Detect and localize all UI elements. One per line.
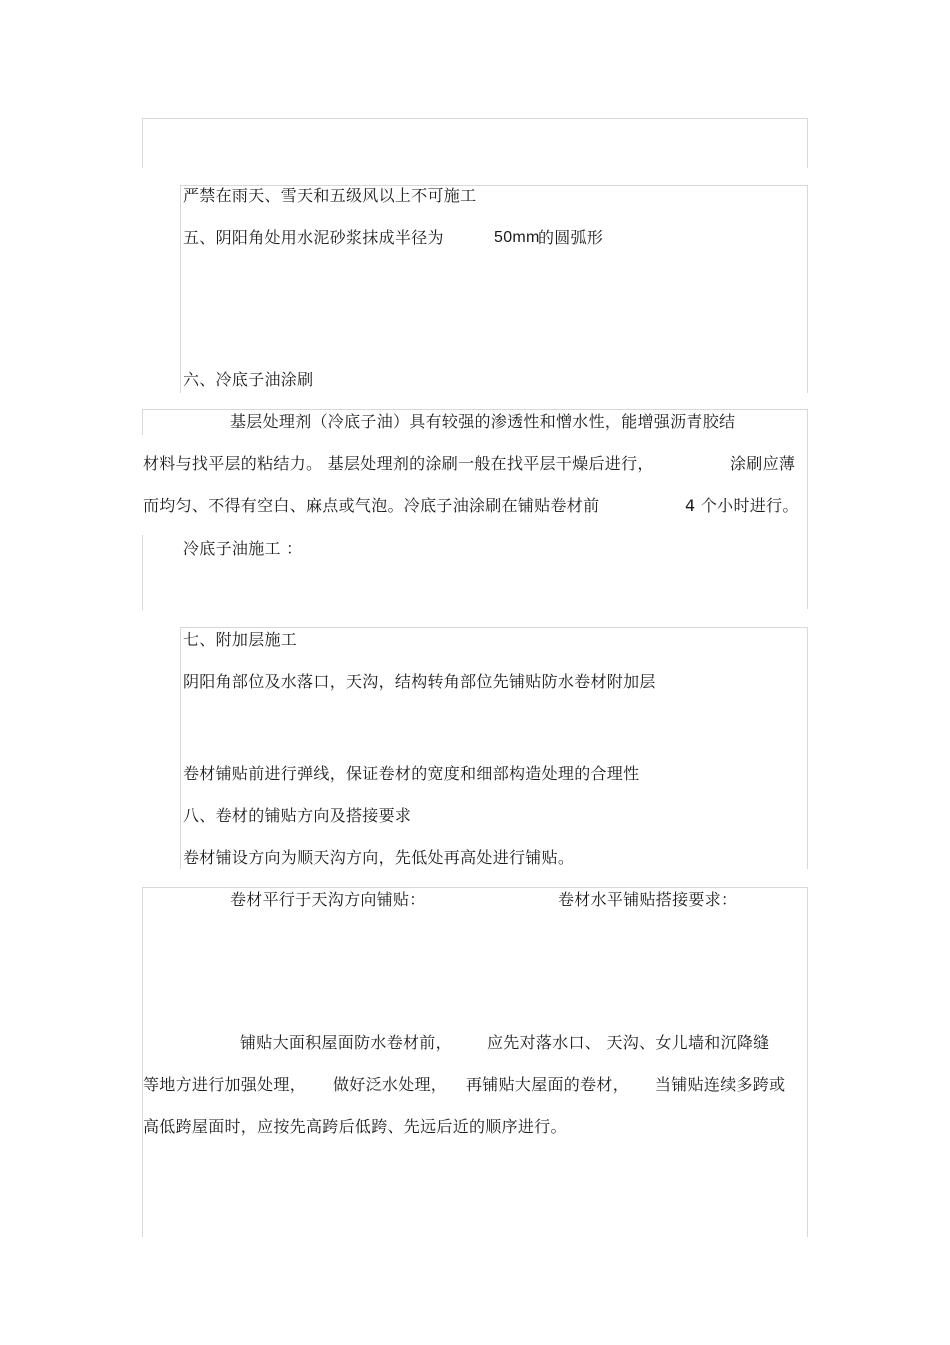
table-rule-right-6 (807, 409, 808, 609)
text-line-primer-2a: 材料与找平层的粘结力。 基层处理剂的涂刷一般在找平层干燥后进行， (143, 454, 654, 473)
text-line-chalk-line: 卷材铺贴前进行弹线，保证卷材的宽度和细部构造处理的合理性 (183, 764, 640, 783)
text-line-section-5-tail: 的圆弧形 (538, 228, 604, 247)
text-line-additional-layer: 阴阳角部位及水落口，天沟，结构转角部位先铺贴防水卷材附加层 (183, 672, 656, 691)
text-line-laying-direction: 卷材铺设方向为顺天沟方向，先低处再高处进行铺贴。 (183, 848, 575, 867)
text-line-large-area-2d: 当铺贴连续多跨或 (655, 1075, 786, 1094)
text-line-section-7-heading: 七、附加层施工 (183, 630, 298, 649)
text-line-large-area-2b: 做好泛水处理， (333, 1075, 448, 1094)
text-line-primer-construction: 冷底子油施工 ： (183, 539, 303, 558)
text-line-section-5-radius: 50mm (494, 229, 540, 246)
text-line-rain-prohibition: 严禁在雨天、雪天和五级风以上不可施工 (183, 186, 477, 205)
table-frame-section-5 (180, 185, 808, 393)
text-line-large-area-2c: 再铺贴大屋面的卷材， (466, 1075, 630, 1094)
text-line-large-area-3: 高低跨屋面时，应按先高跨后低跨、先远后近的顺序进行。 (143, 1117, 567, 1136)
text-line-primer-3b: 4 个小时进行。 (685, 496, 799, 515)
text-line-primer-2b: 涂刷应薄 (730, 454, 796, 473)
text-line-large-area-1a: 铺贴大面积屋面防水卷材前， (240, 1033, 452, 1052)
text-line-large-area-1b: 应先对落水口、 天沟、女儿墙和沉降缝 (487, 1033, 770, 1052)
text-line-primer-1: 基层处理剂（冷底子油）具有较强的渗透性和憎水性，能增强沥青胶结 (230, 412, 736, 431)
text-line-horizontal-overlap: 卷材水平铺贴搭接要求： (558, 890, 738, 909)
text-line-primer-3a: 而均匀、不得有空白、麻点或气泡。冷底子油涂刷在铺贴卷材前 (143, 496, 600, 515)
table-rule-section-6 (142, 409, 808, 410)
table-frame-section-8 (142, 887, 808, 1237)
text-line-section-8-heading: 八、卷材的铺贴方向及搭接要求 (183, 806, 412, 825)
text-line-large-area-2a: 等地方进行加强处理， (143, 1075, 307, 1094)
text-line-section-5-heading: 五、阴阳角处用水泥砂浆抹成半径为 (183, 228, 444, 247)
text-line-parallel-laying: 卷材平行于天沟方向铺贴： (230, 890, 426, 909)
text-line-section-6-heading: 六、冷底子油涂刷 (183, 370, 314, 389)
table-frame-section-7 (180, 627, 808, 869)
table-frame-top (142, 118, 808, 168)
table-rule-left-6 (142, 409, 143, 435)
table-rule-left-6b (142, 535, 143, 610)
